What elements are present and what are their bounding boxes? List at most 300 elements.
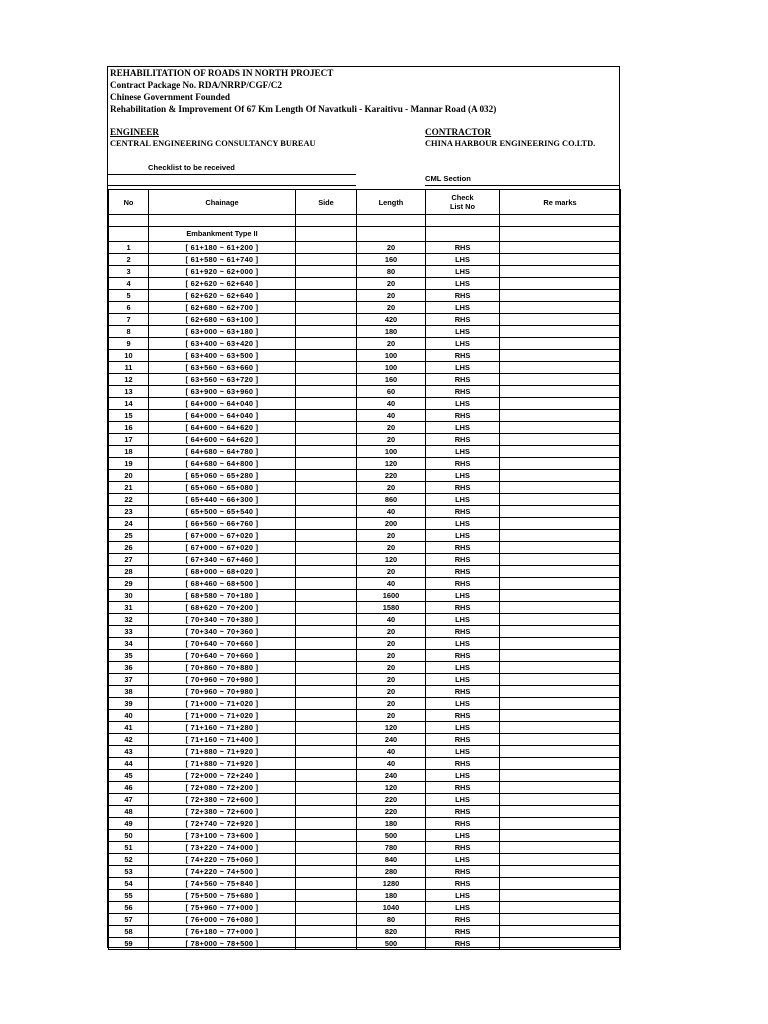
row-no: 17 <box>109 434 149 446</box>
row-side <box>296 770 357 782</box>
row-length: 1600 <box>357 590 426 602</box>
row-length: 860 <box>357 494 426 506</box>
row-chainage: [ 70+640 ~ 70+660 ] <box>149 638 296 650</box>
row-checklist-no: RHS <box>426 686 500 698</box>
table-row <box>109 890 621 902</box>
row-checklist-no: LHS <box>426 398 500 410</box>
row-side <box>296 434 357 446</box>
row-checklist-no: RHS <box>426 758 500 770</box>
row-side <box>296 338 357 350</box>
table-body <box>109 190 621 950</box>
row-no: 44 <box>109 758 149 770</box>
checklist-rule <box>108 174 356 175</box>
row-length: 20 <box>357 686 426 698</box>
row-side <box>296 614 357 626</box>
row-side <box>296 422 357 434</box>
row-remarks <box>500 722 621 734</box>
row-no: 25 <box>109 530 149 542</box>
row-no: 53 <box>109 866 149 878</box>
row-side <box>296 398 357 410</box>
row-length: 220 <box>357 806 426 818</box>
row-length: 180 <box>357 890 426 902</box>
row-no: 5 <box>109 290 149 302</box>
row-remarks <box>500 290 621 302</box>
row-chainage: [ 62+620 ~ 62+640 ] <box>149 278 296 290</box>
table-row <box>109 518 621 530</box>
row-side <box>296 374 357 386</box>
table-row <box>109 566 621 578</box>
row-no: 41 <box>109 722 149 734</box>
row-checklist-no: RHS <box>426 914 500 926</box>
table-row <box>109 254 621 266</box>
row-no: 38 <box>109 686 149 698</box>
row-chainage: [ 73+100 ~ 73+600 ] <box>149 830 296 842</box>
row-remarks <box>500 614 621 626</box>
row-length: 20 <box>357 278 426 290</box>
table-row <box>109 722 621 734</box>
row-checklist-no: RHS <box>426 482 500 494</box>
row-no: 6 <box>109 302 149 314</box>
row-length: 20 <box>357 566 426 578</box>
row-length: 840 <box>357 854 426 866</box>
checklist-caption: Checklist to be received <box>148 163 235 172</box>
row-no: 55 <box>109 890 149 902</box>
row-no: 10 <box>109 350 149 362</box>
row-chainage: [ 71+000 ~ 71+020 ] <box>149 698 296 710</box>
table-row <box>109 662 621 674</box>
row-no: 56 <box>109 902 149 914</box>
table-row <box>109 374 621 386</box>
row-side <box>296 578 357 590</box>
contractor-name: CHINA HARBOUR ENGINEERING CO.LTD. <box>425 139 596 148</box>
row-remarks <box>500 434 621 446</box>
row-chainage: [ 70+340 ~ 70+380 ] <box>149 614 296 626</box>
row-side <box>296 566 357 578</box>
row-chainage: [ 62+680 ~ 62+700 ] <box>149 302 296 314</box>
row-chainage: [ 63+000 ~ 63+180 ] <box>149 326 296 338</box>
row-remarks <box>500 914 621 926</box>
row-remarks <box>500 602 621 614</box>
row-no: 40 <box>109 710 149 722</box>
table-row <box>109 422 621 434</box>
row-chainage: [ 78+000 ~ 78+500 ] <box>149 938 296 950</box>
row-length: 240 <box>357 734 426 746</box>
row-chainage: [ 61+920 ~ 62+000 ] <box>149 266 296 278</box>
row-side <box>296 734 357 746</box>
row-side <box>296 494 357 506</box>
row-remarks <box>500 578 621 590</box>
row-checklist-no: RHS <box>426 602 500 614</box>
row-remarks <box>500 770 621 782</box>
row-remarks <box>500 362 621 374</box>
row-checklist-no: RHS <box>426 350 500 362</box>
table-row <box>109 902 621 914</box>
row-no: 19 <box>109 458 149 470</box>
row-length: 20 <box>357 530 426 542</box>
row-side <box>296 830 357 842</box>
row-side <box>296 854 357 866</box>
table-row <box>109 614 621 626</box>
row-checklist-no: LHS <box>426 830 500 842</box>
table-row <box>109 770 621 782</box>
row-chainage: [ 64+600 ~ 64+620 ] <box>149 422 296 434</box>
row-remarks <box>500 746 621 758</box>
row-chainage: [ 65+500 ~ 65+540 ] <box>149 506 296 518</box>
row-no: 42 <box>109 734 149 746</box>
row-length: 20 <box>357 482 426 494</box>
table-row <box>109 590 621 602</box>
row-remarks <box>500 686 621 698</box>
row-length: 180 <box>357 326 426 338</box>
row-remarks <box>500 878 621 890</box>
row-remarks <box>500 278 621 290</box>
project-title: REHABILITATION OF ROADS IN NORTH PROJECT <box>110 68 334 78</box>
table-row <box>109 470 621 482</box>
row-remarks <box>500 842 621 854</box>
row-side <box>296 698 357 710</box>
row-chainage: [ 68+580 ~ 70+180 ] <box>149 590 296 602</box>
row-length: 20 <box>357 290 426 302</box>
row-checklist-no: RHS <box>426 554 500 566</box>
row-chainage: [ 70+960 ~ 70+980 ] <box>149 674 296 686</box>
row-chainage: [ 63+560 ~ 63+720 ] <box>149 374 296 386</box>
row-no: 18 <box>109 446 149 458</box>
road-title: Rehabilitation & Improvement Of 67 Km Length Of Navatkuli - Karaitivu - Mannar Road (A 032) <box>110 104 497 114</box>
row-chainage: [ 75+960 ~ 77+000 ] <box>149 902 296 914</box>
row-checklist-no: LHS <box>426 698 500 710</box>
row-no: 47 <box>109 794 149 806</box>
row-side <box>296 806 357 818</box>
row-length: 20 <box>357 626 426 638</box>
row-length: 160 <box>357 254 426 266</box>
row-remarks <box>500 458 621 470</box>
row-checklist-no: LHS <box>426 446 500 458</box>
table-row <box>109 530 621 542</box>
row-length: 1040 <box>357 902 426 914</box>
row-checklist-no: RHS <box>426 542 500 554</box>
table-row <box>109 242 621 254</box>
table-row <box>109 710 621 722</box>
table-row <box>109 878 621 890</box>
row-side <box>296 290 357 302</box>
row-checklist-no: LHS <box>426 266 500 278</box>
row-checklist-no: LHS <box>426 854 500 866</box>
row-remarks <box>500 542 621 554</box>
row-chainage: [ 71+160 ~ 71+400 ] <box>149 734 296 746</box>
row-length: 500 <box>357 830 426 842</box>
table-row <box>109 554 621 566</box>
section-title: Embankment Type II <box>149 227 296 242</box>
row-side <box>296 926 357 938</box>
row-side <box>296 542 357 554</box>
row-chainage: [ 71+160 ~ 71+280 ] <box>149 722 296 734</box>
row-remarks <box>500 506 621 518</box>
row-chainage: [ 72+000 ~ 72+240 ] <box>149 770 296 782</box>
table-row <box>109 410 621 422</box>
row-length: 20 <box>357 302 426 314</box>
row-remarks <box>500 710 621 722</box>
row-remarks <box>500 530 621 542</box>
row-no: 9 <box>109 338 149 350</box>
table-row <box>109 914 621 926</box>
row-length: 120 <box>357 554 426 566</box>
row-chainage: [ 65+060 ~ 65+280 ] <box>149 470 296 482</box>
row-remarks <box>500 866 621 878</box>
row-side <box>296 758 357 770</box>
table-row <box>109 326 621 338</box>
row-length: 200 <box>357 518 426 530</box>
row-remarks <box>500 374 621 386</box>
row-side <box>296 710 357 722</box>
row-chainage: [ 70+860 ~ 70+880 ] <box>149 662 296 674</box>
row-remarks <box>500 518 621 530</box>
row-no: 33 <box>109 626 149 638</box>
row-side <box>296 314 357 326</box>
row-checklist-no: RHS <box>426 842 500 854</box>
col-remarks: Re marks <box>500 190 621 215</box>
table-row <box>109 782 621 794</box>
row-no: 39 <box>109 698 149 710</box>
row-length: 60 <box>357 386 426 398</box>
row-checklist-no: RHS <box>426 938 500 950</box>
row-remarks <box>500 782 621 794</box>
row-length: 20 <box>357 650 426 662</box>
row-checklist-no: RHS <box>426 242 500 254</box>
row-side <box>296 674 357 686</box>
row-side <box>296 470 357 482</box>
section-row <box>109 227 621 242</box>
col-checklist-no: Check List No <box>426 190 500 215</box>
row-checklist-no: LHS <box>426 530 500 542</box>
column-header-row <box>109 190 621 215</box>
section-rule <box>425 185 620 186</box>
row-no: 43 <box>109 746 149 758</box>
table-row <box>109 698 621 710</box>
checklist-rule-2 <box>108 185 356 186</box>
row-no: 57 <box>109 914 149 926</box>
engineer-label: ENGINEER <box>110 127 160 137</box>
row-chainage: [ 67+340 ~ 67+460 ] <box>149 554 296 566</box>
row-no: 49 <box>109 818 149 830</box>
row-side <box>296 650 357 662</box>
row-length: 40 <box>357 578 426 590</box>
row-no: 37 <box>109 674 149 686</box>
row-chainage: [ 76+180 ~ 77+000 ] <box>149 926 296 938</box>
row-no: 3 <box>109 266 149 278</box>
row-checklist-no: LHS <box>426 638 500 650</box>
row-side <box>296 782 357 794</box>
table-row <box>109 938 621 950</box>
row-length: 220 <box>357 470 426 482</box>
row-checklist-no: RHS <box>426 458 500 470</box>
row-side <box>296 746 357 758</box>
row-chainage: [ 70+340 ~ 70+360 ] <box>149 626 296 638</box>
row-remarks <box>500 890 621 902</box>
row-checklist-no: LHS <box>426 494 500 506</box>
row-side <box>296 506 357 518</box>
table-row <box>109 578 621 590</box>
row-no: 54 <box>109 878 149 890</box>
row-length: 40 <box>357 398 426 410</box>
table-row <box>109 842 621 854</box>
row-remarks <box>500 926 621 938</box>
row-remarks <box>500 758 621 770</box>
table-row <box>109 338 621 350</box>
table-row <box>109 302 621 314</box>
row-no: 4 <box>109 278 149 290</box>
row-chainage: [ 64+600 ~ 64+620 ] <box>149 434 296 446</box>
row-chainage: [ 64+000 ~ 64+040 ] <box>149 398 296 410</box>
row-side <box>296 266 357 278</box>
row-checklist-no: LHS <box>426 770 500 782</box>
row-checklist-no: LHS <box>426 302 500 314</box>
row-side <box>296 302 357 314</box>
row-remarks <box>500 386 621 398</box>
row-remarks <box>500 410 621 422</box>
row-remarks <box>500 662 621 674</box>
row-remarks <box>500 302 621 314</box>
row-checklist-no: LHS <box>426 890 500 902</box>
row-length: 20 <box>357 542 426 554</box>
row-checklist-no: RHS <box>426 866 500 878</box>
row-length: 820 <box>357 926 426 938</box>
row-remarks <box>500 314 621 326</box>
row-remarks <box>500 734 621 746</box>
row-side <box>296 278 357 290</box>
row-remarks <box>500 494 621 506</box>
row-checklist-no: LHS <box>426 674 500 686</box>
row-side <box>296 866 357 878</box>
row-chainage: [ 61+580 ~ 61+740 ] <box>149 254 296 266</box>
row-length: 40 <box>357 746 426 758</box>
row-side <box>296 626 357 638</box>
row-no: 20 <box>109 470 149 482</box>
row-remarks <box>500 566 621 578</box>
row-length: 40 <box>357 410 426 422</box>
row-no: 50 <box>109 830 149 842</box>
row-remarks <box>500 554 621 566</box>
row-remarks <box>500 446 621 458</box>
row-length: 20 <box>357 422 426 434</box>
row-checklist-no: RHS <box>426 578 500 590</box>
row-length: 40 <box>357 506 426 518</box>
table-row <box>109 386 621 398</box>
row-no: 46 <box>109 782 149 794</box>
col-chainage: Chainage <box>149 190 296 215</box>
row-side <box>296 254 357 266</box>
row-chainage: [ 71+880 ~ 71+920 ] <box>149 746 296 758</box>
row-remarks <box>500 806 621 818</box>
contractor-label: CONTRACTOR <box>425 127 492 137</box>
spacer-row <box>109 215 621 227</box>
row-length: 20 <box>357 662 426 674</box>
row-chainage: [ 62+680 ~ 63+100 ] <box>149 314 296 326</box>
row-checklist-no: RHS <box>426 434 500 446</box>
row-remarks <box>500 638 621 650</box>
table-row <box>109 686 621 698</box>
row-chainage: [ 68+460 ~ 68+500 ] <box>149 578 296 590</box>
row-length: 20 <box>357 674 426 686</box>
row-checklist-no: RHS <box>426 506 500 518</box>
col-no: No <box>109 190 149 215</box>
row-length: 80 <box>357 266 426 278</box>
row-no: 58 <box>109 926 149 938</box>
row-chainage: [ 63+400 ~ 63+500 ] <box>149 350 296 362</box>
table-row <box>109 650 621 662</box>
row-chainage: [ 67+000 ~ 67+020 ] <box>149 542 296 554</box>
row-remarks <box>500 674 621 686</box>
table-row <box>109 758 621 770</box>
table-row <box>109 398 621 410</box>
table-row <box>109 458 621 470</box>
row-side <box>296 242 357 254</box>
table-row <box>109 362 621 374</box>
table-row <box>109 806 621 818</box>
table-row <box>109 278 621 290</box>
row-length: 180 <box>357 818 426 830</box>
row-side <box>296 458 357 470</box>
row-side <box>296 794 357 806</box>
table-row <box>109 482 621 494</box>
row-checklist-no: LHS <box>426 338 500 350</box>
row-side <box>296 686 357 698</box>
row-chainage: [ 61+180 ~ 61+200 ] <box>149 242 296 254</box>
row-side <box>296 602 357 614</box>
row-side <box>296 326 357 338</box>
row-checklist-no: RHS <box>426 626 500 638</box>
row-chainage: [ 63+560 ~ 63+660 ] <box>149 362 296 374</box>
row-side <box>296 386 357 398</box>
row-length: 1280 <box>357 878 426 890</box>
table-row <box>109 818 621 830</box>
section-caption: CML Section <box>425 174 471 183</box>
table-row <box>109 350 621 362</box>
row-checklist-no: RHS <box>426 314 500 326</box>
row-no: 26 <box>109 542 149 554</box>
row-no: 31 <box>109 602 149 614</box>
table-row <box>109 638 621 650</box>
row-checklist-no: RHS <box>426 386 500 398</box>
row-checklist-no: RHS <box>426 650 500 662</box>
row-length: 100 <box>357 350 426 362</box>
row-length: 100 <box>357 446 426 458</box>
row-no: 51 <box>109 842 149 854</box>
contract-package: Contract Package No. RDA/NRRP/CGF/C2 <box>110 80 282 90</box>
row-side <box>296 362 357 374</box>
row-side <box>296 938 357 950</box>
funding-line: Chinese Government Founded <box>110 92 230 102</box>
row-checklist-no: LHS <box>426 362 500 374</box>
row-no: 28 <box>109 566 149 578</box>
table-row <box>109 626 621 638</box>
row-chainage: [ 62+620 ~ 62+640 ] <box>149 290 296 302</box>
row-checklist-no: LHS <box>426 662 500 674</box>
row-remarks <box>500 326 621 338</box>
row-remarks <box>500 938 621 950</box>
table-row <box>109 854 621 866</box>
row-checklist-no: RHS <box>426 290 500 302</box>
row-remarks <box>500 794 621 806</box>
row-remarks <box>500 470 621 482</box>
row-remarks <box>500 350 621 362</box>
row-no: 15 <box>109 410 149 422</box>
row-no: 34 <box>109 638 149 650</box>
row-side <box>296 554 357 566</box>
col-length: Length <box>357 190 426 215</box>
row-no: 32 <box>109 614 149 626</box>
row-remarks <box>500 626 621 638</box>
row-checklist-no: RHS <box>426 878 500 890</box>
